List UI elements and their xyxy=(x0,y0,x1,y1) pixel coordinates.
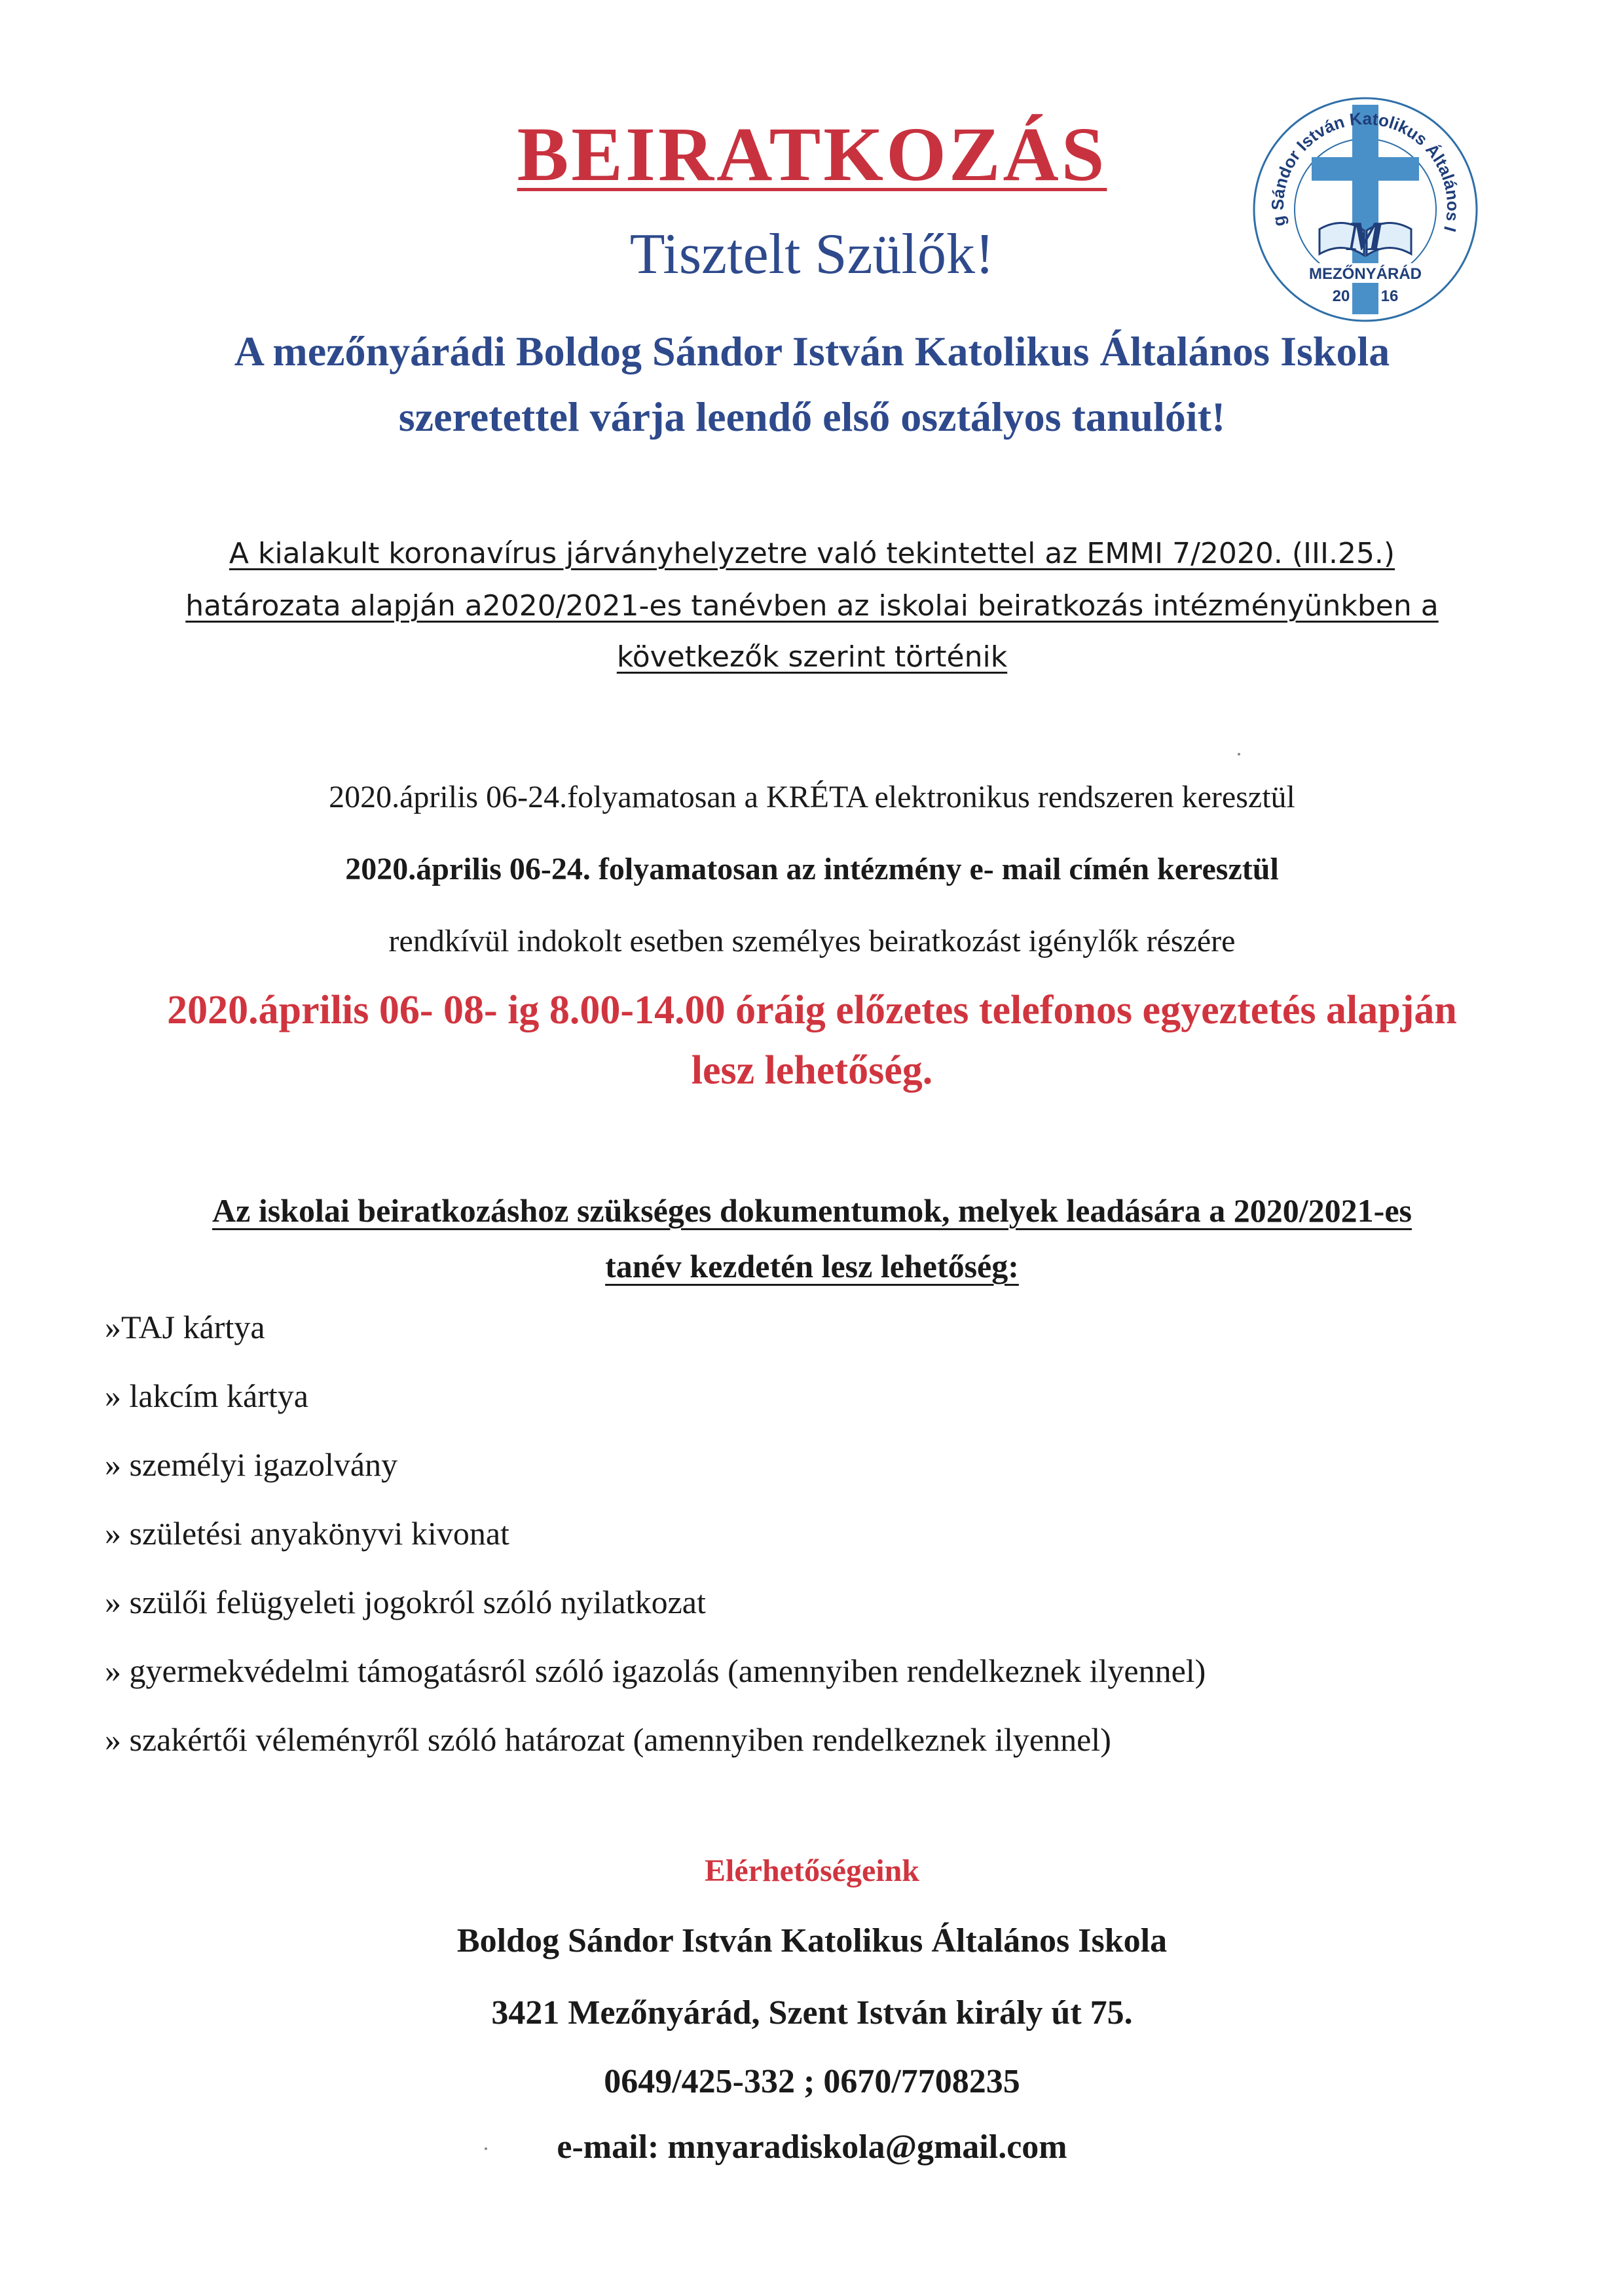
scan-speck xyxy=(485,2147,487,2150)
seal-year-left: 20 xyxy=(1332,287,1350,305)
school-intro-line-2: szeretettel várja leendő első osztályos tanulóit! xyxy=(398,393,1226,440)
list-item: » személyi igazolvány xyxy=(105,1446,398,1483)
contact-email[interactable]: e-mail: mnyaradiskola@gmail.com xyxy=(557,2128,1067,2166)
page-title: BEIRATKOZÁS xyxy=(517,111,1107,197)
notice-line-2: határozata alapján a2020/2021-es tanévben az iskolai beiratkozás intézményünkben a xyxy=(185,589,1439,623)
school-seal-icon xyxy=(1247,92,1483,327)
list-item: » születési anyakönyvi kivonat xyxy=(105,1515,509,1552)
personal-enrollment-note: lesz lehetőség. xyxy=(691,1048,933,1093)
schedule-email: 2020.április 06-24. folyamatosan az intézmény e- mail címén keresztül xyxy=(345,852,1279,886)
contact-address: 3421 Mezőnyárád, Szent István király út 75. xyxy=(491,1994,1133,2032)
seal-town: MEZŐNYÁRÁD xyxy=(1309,265,1422,283)
contact-school: Boldog Sándor István Katolikus Általános Iskola xyxy=(456,1922,1168,1959)
schedule-personal: rendkívül indokolt esetben személyes beiratkozást igénylők részére xyxy=(388,924,1236,958)
documents-heading-1: Az iskolai beiratkozáshoz szükséges dokumentumok, melyek leadására a 2020/2021-es xyxy=(212,1192,1412,1229)
seal-year-right: 16 xyxy=(1380,287,1399,305)
scan-speck xyxy=(1238,753,1240,756)
list-item: » szülői felügyeleti jogokról szóló nyilatkozat xyxy=(105,1584,706,1620)
school-logo xyxy=(1247,92,1483,327)
svg-text:M: M xyxy=(1346,213,1384,259)
contact-phone: 0649/425-332 ; 0670/7708235 xyxy=(604,2063,1020,2100)
list-item: »TAJ kártya xyxy=(105,1309,265,1345)
notice-line-3: következők szerint történik xyxy=(616,640,1008,674)
list-item: » gyermekvédelmi támogatásról szóló igazolás (amennyiben rendelkeznek ilyennel) xyxy=(105,1652,1206,1689)
greeting: Tisztelt Szülők! xyxy=(629,223,995,286)
seal-ring-text: g Sándor István Katolikus Általános I xyxy=(1267,108,1464,234)
documents-list xyxy=(105,1293,1206,1774)
list-item: » szakértői véleményről szóló határozat (amennyiben rendelkeznek ilyennel) xyxy=(105,1721,1111,1758)
list-item: » lakcím kártya xyxy=(105,1377,308,1414)
school-intro-line-1: A mezőnyárádi Boldog Sándor István Katolikus Általános Iskola xyxy=(234,328,1390,374)
contact-heading: Elérhetőségeink xyxy=(705,1853,919,1888)
documents-heading-2: tanév kezdetén lesz lehetőség: xyxy=(605,1248,1019,1285)
schedule-kreta: 2020.április 06-24.folyamatosan a KRÉTA elektronikus rendszeren keresztül xyxy=(329,780,1295,814)
notice-line-1: A kialakult koronavírus járványhelyzetre való tekintettel az EMMI 7/2020. (III.25.) xyxy=(229,537,1395,570)
personal-enrollment-dates: 2020.április 06- 08- ig 8.00-14.00 óráig előzetes telefonos egyeztetés alapján xyxy=(167,988,1457,1032)
